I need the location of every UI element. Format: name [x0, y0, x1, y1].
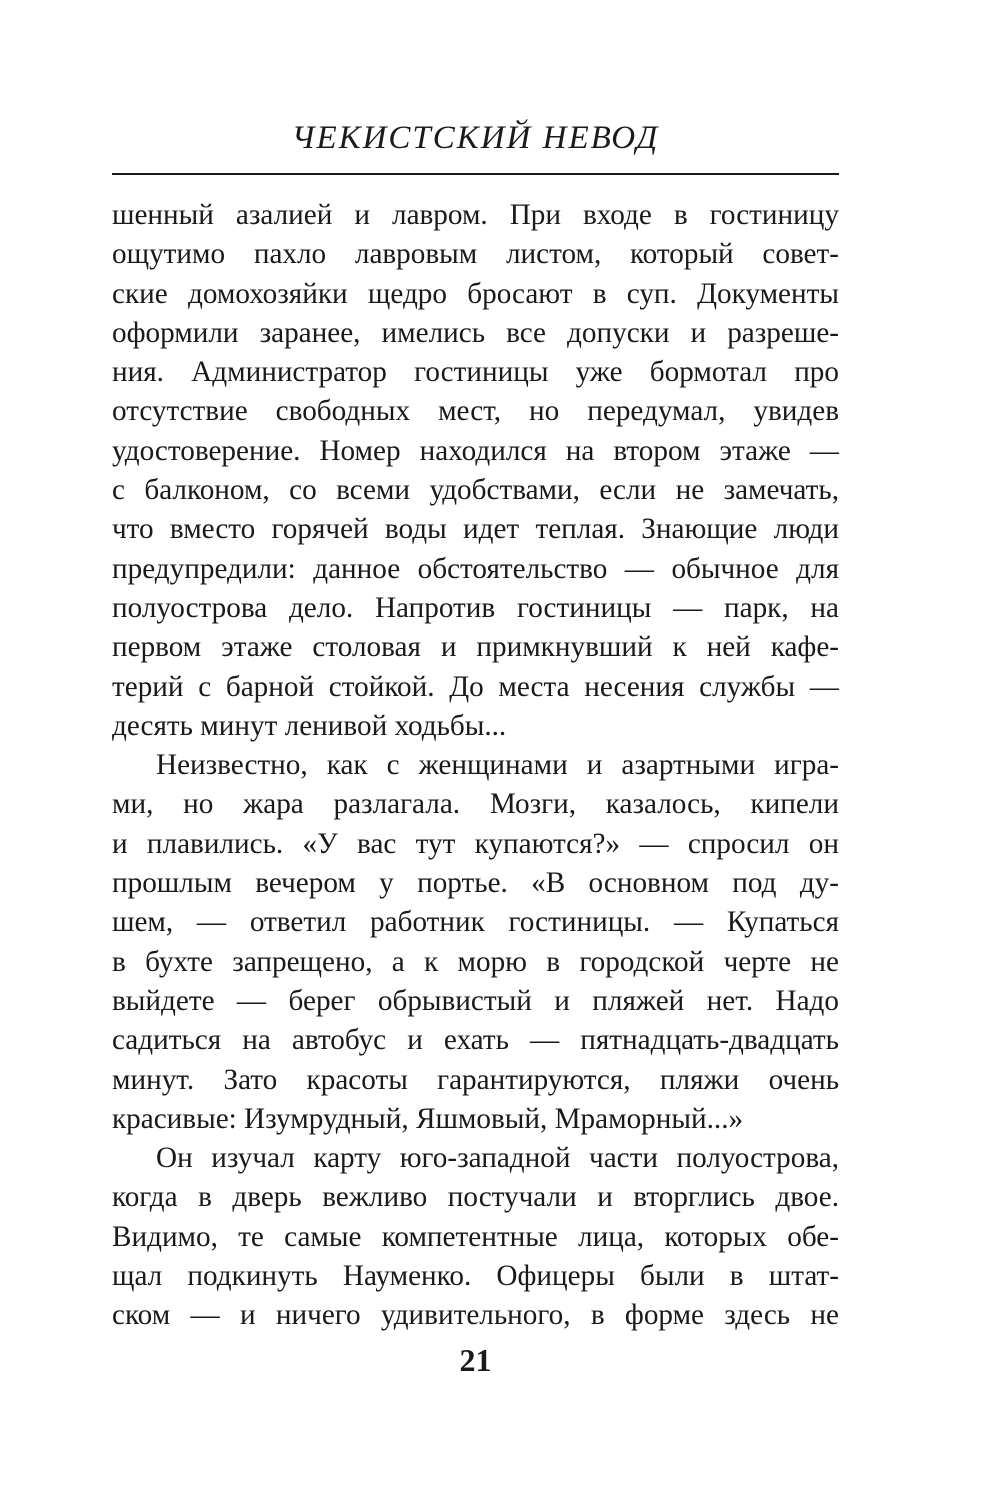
text-line: выйдете — берег обрывистый и пляжей нет. Надо	[112, 984, 839, 1017]
text-line: Видимо, те самые компетентные лица, которых обе-	[112, 1220, 839, 1253]
text-line: первом этаже столовая и примкнувший к ней кафе-	[112, 631, 839, 664]
text-line: отсутствие свободных мест, но передумал, увидев	[112, 395, 839, 428]
text-line: что вместо горячей воды идет теплая. Знающие люди	[112, 513, 839, 546]
text-line: ми, но жара разлагала. Мозги, казалось, кипели	[112, 788, 839, 821]
running-head-title: ЧЕКИСТСКИЙ НЕВОД	[291, 120, 660, 156]
text-line: терий с барной стойкой. До места несения службы —	[112, 670, 839, 703]
text-line: Неизвестно, как с женщинами и азартными игра-	[156, 749, 839, 782]
text-line: красивые: Изумрудный, Яшмовый, Мраморный...»	[112, 1102, 744, 1135]
header-rule	[112, 173, 839, 175]
text-line: шенный азалией и лавром. При входе в гостиницу	[112, 199, 839, 231]
text-line: предупредили: данное обстоятельство — обычное для	[112, 552, 839, 585]
text-line: Он изучал карту юго-западной части полуострова,	[156, 1142, 839, 1175]
text-line: и плавились. «У вас тут купаются?» — спросил он	[112, 827, 839, 860]
text-line: щал подкинуть Науменко. Офицеры были в штат-	[112, 1260, 839, 1293]
text-line: ощутимо пахло лавровым листом, который совет-	[112, 238, 839, 271]
body-text	[112, 196, 839, 1336]
text-line: минут. Зато красоты гарантируются, пляжи очень	[112, 1063, 839, 1096]
text-line: шем, — ответил работник гостиницы. — Купаться	[112, 906, 839, 939]
text-line: ские домохозяйки щедро бросают в суп. Документы	[112, 277, 839, 310]
text-line: садиться на автобус и ехать — пятнадцать-двадцать	[112, 1024, 839, 1057]
text-line: оформили заранее, имелись все допуски и разреше-	[112, 316, 839, 349]
text-line: десять минут ленивой ходьбы...	[112, 709, 507, 742]
text-line: полуострова дело. Напротив гостиницы — парк, на	[112, 591, 839, 624]
text-line: прошлым вечером у портье. «В основном под ду-	[112, 867, 839, 900]
page-number: 21	[459, 1342, 492, 1378]
text-line: когда в дверь вежливо постучали и вторглись двое.	[112, 1181, 839, 1214]
text-line: удостоверение. Номер находился на втором этаже —	[112, 434, 839, 467]
text-line: ния. Администратор гостиницы уже бормотал про	[112, 356, 839, 389]
text-line: с балконом, со всеми удобствами, если не замечать,	[112, 474, 839, 507]
text-line: ском — и ничего удивительного, в форме здесь не	[112, 1299, 839, 1332]
text-line: в бухте запрещено, а к морю в городской черте не	[112, 945, 839, 978]
